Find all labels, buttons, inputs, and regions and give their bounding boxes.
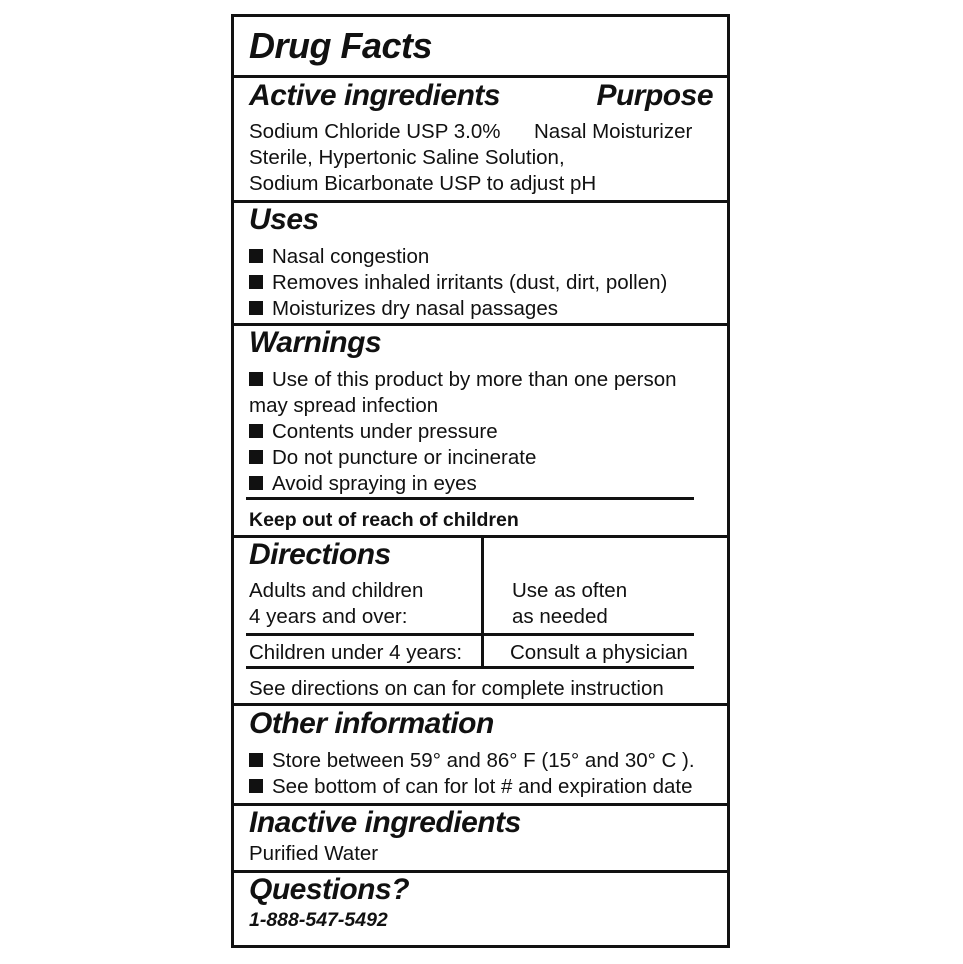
- directions-row1-left: Adults and children: [249, 579, 424, 602]
- purpose-text: Nasal Moisturizer: [534, 120, 693, 143]
- inactive-ingredients-heading: Inactive ingredients: [249, 806, 521, 839]
- directions-row1-right: Use as often: [512, 579, 628, 602]
- warnings-item-text: Avoid spraying in eyes: [272, 472, 477, 495]
- directions-row2-left: Children under 4 years:: [249, 641, 463, 664]
- warnings-item-text: Do not puncture or incinerate: [272, 446, 537, 469]
- uses-item-text: Moisturizes dry nasal passages: [272, 297, 558, 320]
- bullet-square-icon: [249, 424, 263, 438]
- inactive-ingredients-text: Purified Water: [249, 842, 379, 865]
- questions-phone: 1-888-547-5492: [249, 909, 388, 931]
- bullet-square-icon: [249, 450, 263, 464]
- other-information-item: [249, 748, 695, 774]
- warnings-heading: Warnings: [249, 326, 382, 359]
- directions-row2-right: Consult a physician: [510, 641, 688, 664]
- directions-column-divider: [481, 535, 484, 668]
- active-ingredient-line: Sodium Chloride USP 3.0%: [249, 120, 501, 143]
- bullet-square-icon: [249, 275, 263, 289]
- uses-item: [249, 244, 429, 270]
- warnings-item: [249, 419, 498, 445]
- warnings-item: [249, 445, 536, 471]
- warnings-item: [249, 367, 677, 393]
- active-ingredients-heading: Active ingredients: [249, 79, 501, 112]
- bullet-square-icon: [249, 779, 263, 793]
- bullet-square-icon: [249, 249, 263, 263]
- active-ingredient-line: Sterile, Hypertonic Saline Solution,: [249, 146, 565, 169]
- keep-out-rule: [246, 497, 694, 500]
- drug-facts-panel: [231, 14, 730, 948]
- other-information-heading: Other information: [249, 707, 494, 740]
- questions-heading: Questions?: [249, 873, 410, 906]
- bullet-square-icon: [249, 301, 263, 315]
- uses-item-text: Removes inhaled irritants (dust, dirt, pollen): [272, 271, 668, 294]
- uses-item-text: Nasal congestion: [272, 245, 430, 268]
- warnings-item-continued: may spread infection: [249, 394, 439, 417]
- divider: [234, 703, 727, 706]
- uses-heading: Uses: [249, 203, 319, 236]
- divider: [234, 75, 727, 78]
- other-information-item-text: Store between 59° and 86° F (15° and 30° C ).: [272, 749, 695, 772]
- directions-row1-left: 4 years and over:: [249, 605, 408, 628]
- bullet-square-icon: [249, 372, 263, 386]
- directions-note: See directions on can for complete instruction: [249, 677, 664, 700]
- purpose-heading: Purpose: [596, 79, 713, 112]
- active-ingredient-line: Sodium Bicarbonate USP to adjust pH: [249, 172, 597, 195]
- other-information-item-text: See bottom of can for lot # and expiration date: [272, 775, 693, 798]
- directions-row1-right: as needed: [512, 605, 608, 628]
- directions-row-rule: [246, 633, 694, 636]
- drug-facts-title: Drug Facts: [249, 25, 433, 66]
- warnings-item-text: Use of this product by more than one person: [272, 368, 677, 391]
- bullet-square-icon: [249, 753, 263, 767]
- other-information-item: [249, 774, 693, 800]
- warnings-item-text: Contents under pressure: [272, 420, 498, 443]
- uses-item: [249, 296, 558, 322]
- bullet-square-icon: [249, 476, 263, 490]
- keep-out-of-reach: Keep out of reach of children: [249, 509, 519, 531]
- directions-row-rule: [246, 666, 694, 669]
- uses-item: [249, 270, 667, 296]
- directions-heading: Directions: [249, 538, 391, 571]
- warnings-item: [249, 471, 477, 497]
